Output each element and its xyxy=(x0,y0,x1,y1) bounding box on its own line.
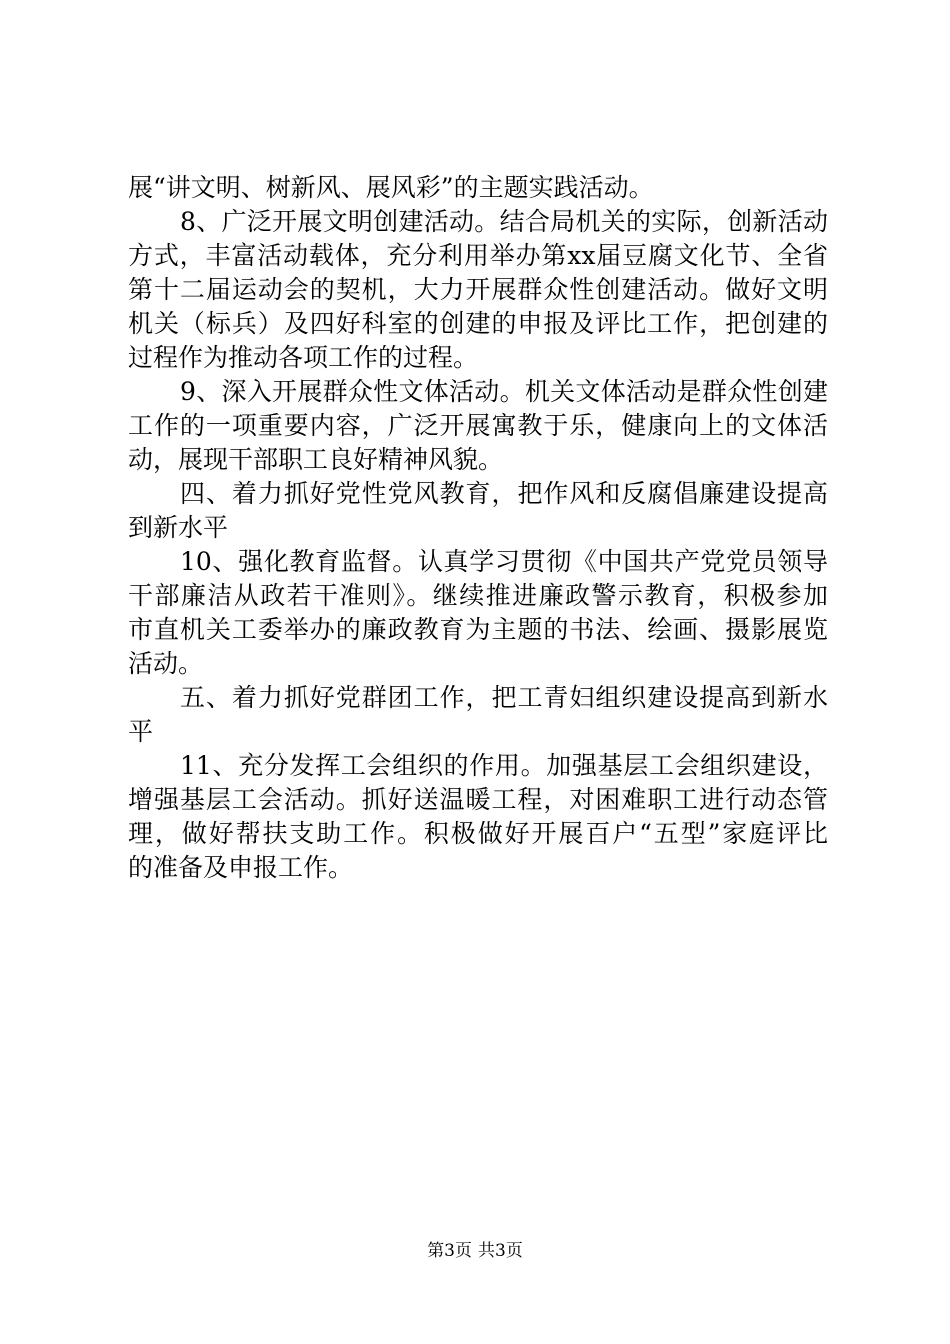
page-footer xyxy=(0,1240,950,1262)
text-line: 理，做好帮扶支助工作。积极做好开展百户“五型”家庭评比 xyxy=(128,819,828,848)
text-line: 第十二届运动会的契机，大力开展群众性创建活动。做好文明 xyxy=(128,275,828,304)
text-line: 市直机关工委举办的廉政教育为主题的书法、绘画、摄影展览 xyxy=(128,615,828,644)
paragraph-8-first-line: 8、广泛开展文明创建活动。结合局机关的实际，创新活动 xyxy=(180,207,828,236)
text-line: 工作的一项重要内容，广泛开展寓教于乐，健康向上的文体活 xyxy=(128,411,828,440)
page-number: 第3页 xyxy=(427,1241,472,1261)
section-four-heading-cont: 到新水平 xyxy=(128,513,229,542)
text-line: 过程作为推动各项工作的过程。 xyxy=(128,343,479,372)
text-line: 展“讲文明、树新风、展风彩”的主题实践活动。 xyxy=(128,173,654,202)
text-line: 的准备及申报工作。 xyxy=(128,853,354,882)
section-five-heading: 五、着力抓好党群团工作，把工青妇组织建设提高到新水 xyxy=(180,683,828,712)
paragraph-10-first-line: 10、强化教育监督。认真学习贯彻《中国共产党党员领导 xyxy=(180,547,828,576)
text-line: 活动。 xyxy=(128,649,204,678)
section-four-heading: 四、着力抓好党性党风教育，把作风和反腐倡廉建设提高 xyxy=(180,479,828,508)
page-total: 共3页 xyxy=(478,1241,523,1261)
paragraph-9-first-line: 9、深入开展群众性文体活动。机关文体活动是群众性创建 xyxy=(180,377,828,406)
text-line: 动，展现干部职工良好精神风貌。 xyxy=(128,445,504,474)
text-line: 机关（标兵）及四好科室的创建的申报及评比工作，把创建的 xyxy=(128,309,828,338)
text-line: 干部廉洁从政若干准则》。继续推进廉政警示教育，积极参加 xyxy=(128,581,828,610)
text-line: 增强基层工会活动。抓好送温暖工程，对困难职工进行动态管 xyxy=(128,785,828,814)
section-five-heading-cont: 平 xyxy=(128,717,154,746)
text-line: 方式，丰富活动载体，充分利用举办第xx届豆腐文化节、全省 xyxy=(128,241,828,270)
paragraph-11-first-line: 11、充分发挥工会组织的作用。加强基层工会组织建设， xyxy=(180,751,828,780)
